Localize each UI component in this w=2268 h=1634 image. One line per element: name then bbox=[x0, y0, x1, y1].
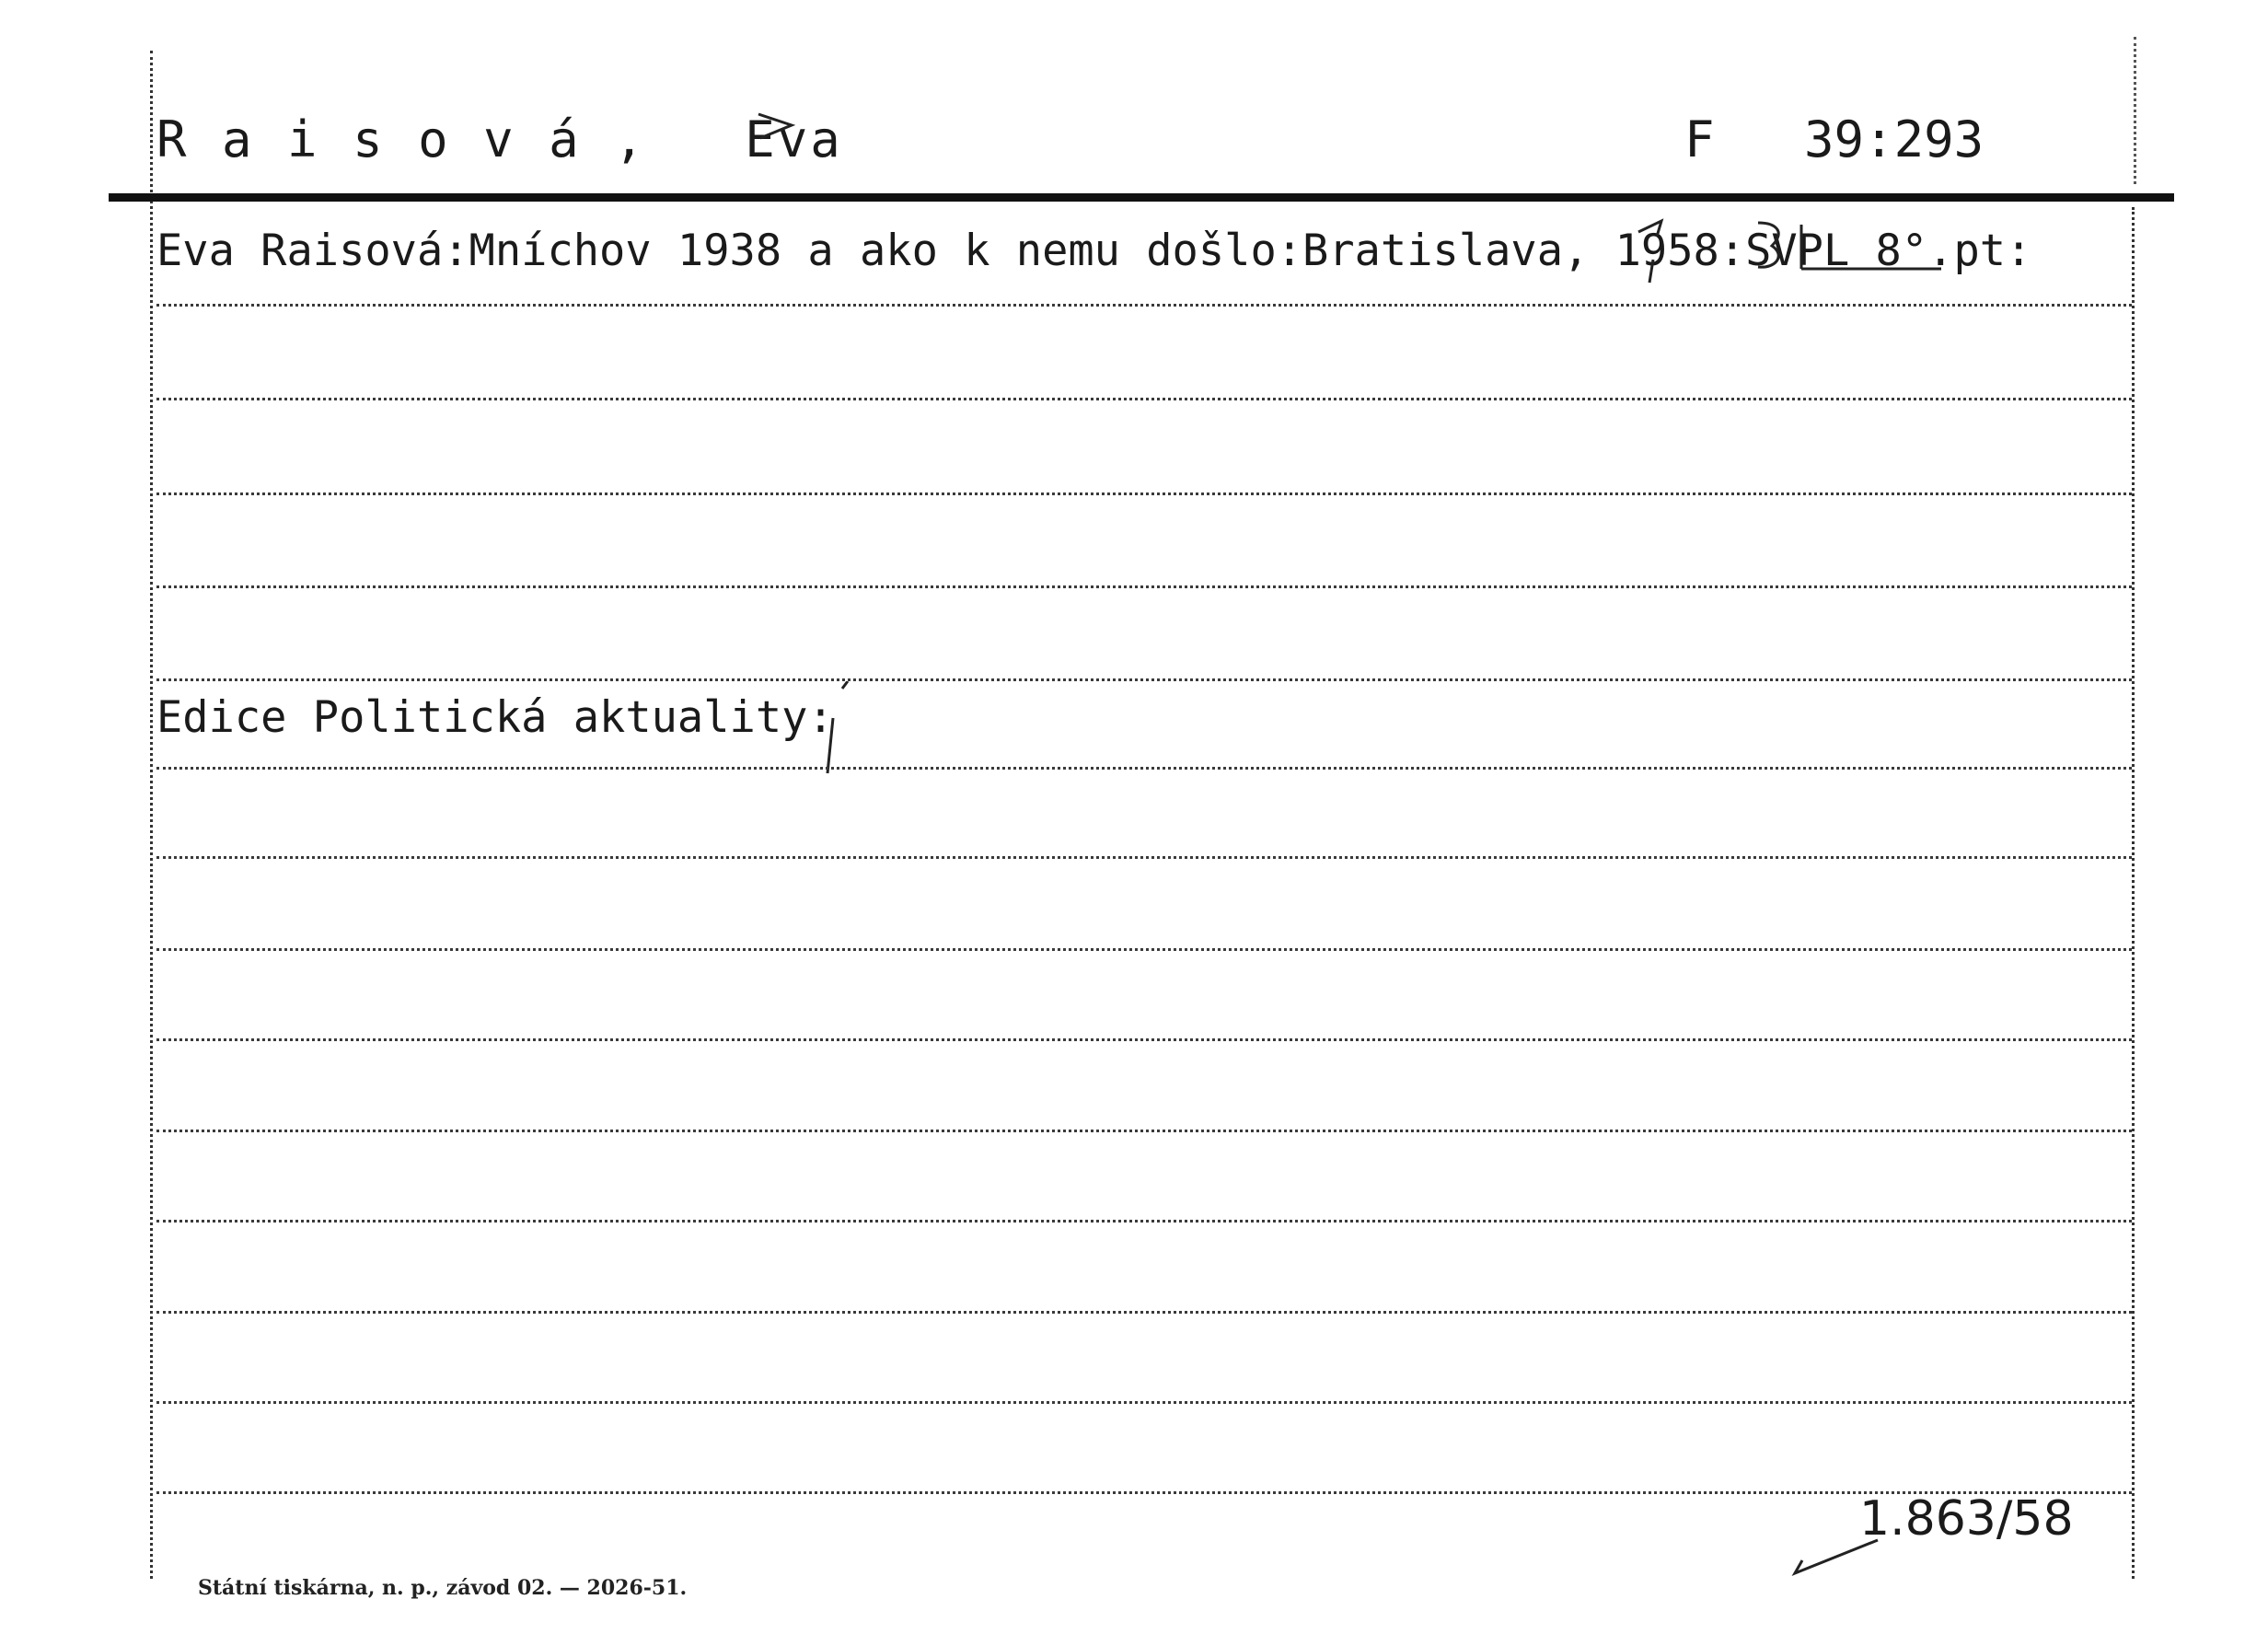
ruled-line bbox=[156, 678, 2132, 681]
card-left-border bbox=[150, 51, 153, 1579]
handwritten-mark-heading bbox=[755, 109, 801, 145]
ruled-line bbox=[156, 948, 2132, 951]
ruled-line bbox=[156, 398, 2132, 400]
ruled-line bbox=[156, 1401, 2132, 1404]
handwritten-mark-svpl-box bbox=[1799, 219, 1947, 274]
ruled-line bbox=[156, 1220, 2132, 1223]
ruled-line bbox=[156, 767, 2132, 770]
ruled-line bbox=[156, 1491, 2132, 1494]
ruled-line bbox=[156, 1038, 2132, 1041]
card-right-border-top bbox=[2134, 37, 2136, 184]
card-right-border bbox=[2132, 207, 2135, 1579]
heading-rule bbox=[109, 193, 2174, 202]
handwritten-mark-title bbox=[1620, 204, 1804, 296]
ruled-line bbox=[156, 304, 2132, 307]
printer-imprint: Státní tiskárna, n. p., závod 02. — 2026-51. bbox=[198, 1576, 688, 1600]
shelf-mark: F 39:293 bbox=[1684, 110, 1984, 168]
ruled-line bbox=[156, 1311, 2132, 1314]
title-entry: Eva Raisová:Mníchov 1938 a ako k nemu došlo:Bratislava, 1958:SVPL 8°.pt: bbox=[156, 226, 2032, 276]
ruled-line bbox=[156, 585, 2132, 588]
accession-number: 1.863/58 bbox=[1859, 1491, 2074, 1547]
series-entry: Edice Politická aktuality: bbox=[156, 692, 834, 743]
ruled-line bbox=[156, 493, 2132, 495]
author-heading: R a i s o v á , Eva bbox=[156, 110, 843, 168]
handwritten-mark-accession bbox=[1786, 1533, 1887, 1579]
ruled-line bbox=[156, 856, 2132, 859]
ruled-line bbox=[156, 1130, 2132, 1132]
